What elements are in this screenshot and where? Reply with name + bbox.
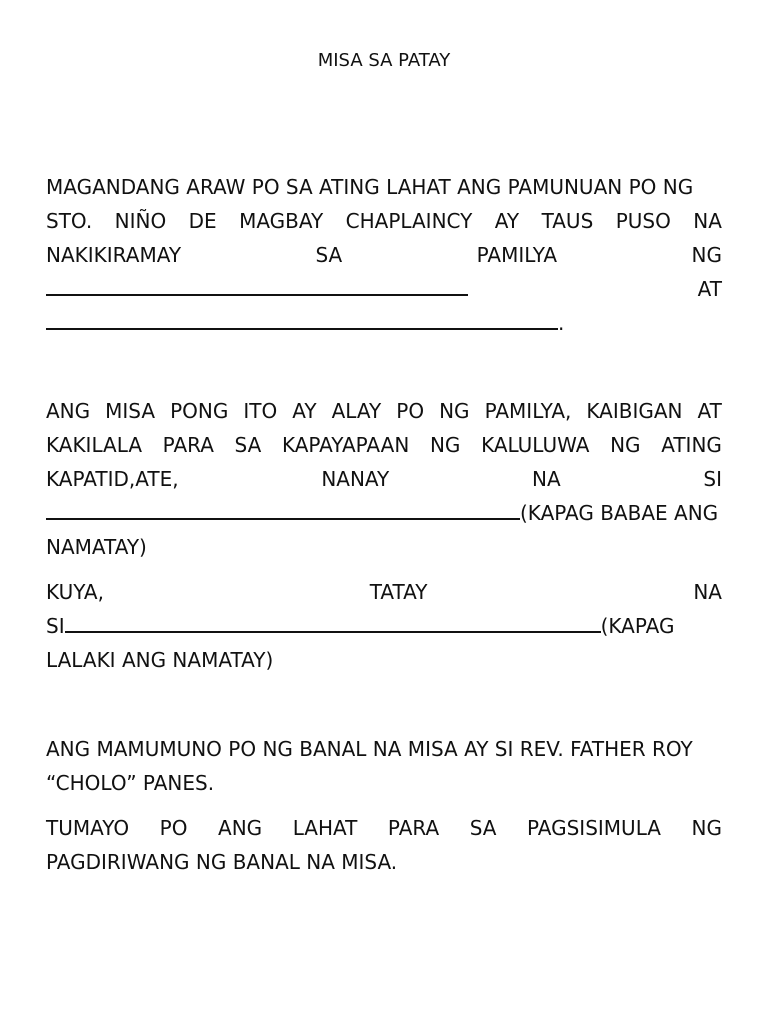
word: KAPATID,ATE,: [46, 467, 179, 491]
word: NAKIKIRAMAY: [46, 243, 182, 267]
text-line: [46, 530, 722, 564]
line-text: ANG MAMUMUNO PO NG BANAL NA MISA AY SI REV. FATHER ROY: [46, 737, 693, 761]
line-text: “CHOLO” PANES.: [46, 771, 215, 795]
period: .: [558, 311, 565, 335]
word: ANG: [46, 399, 91, 423]
word: ANG: [218, 816, 263, 840]
word: KUYA,: [46, 580, 104, 604]
word: MAGBAY: [239, 209, 324, 233]
text-line: [46, 204, 722, 238]
word: MISA: [105, 399, 156, 423]
word: DE: [188, 209, 217, 233]
word: SA: [315, 243, 343, 267]
word: STO.: [46, 209, 93, 233]
word: AT: [697, 277, 722, 301]
text-line: [46, 272, 722, 306]
text-line: [46, 732, 722, 766]
paragraph-condolence: [46, 170, 722, 340]
word: NG: [691, 243, 722, 267]
word: PO: [159, 816, 188, 840]
text-line: [46, 766, 722, 800]
text-line: [46, 170, 722, 204]
text-line: [46, 643, 722, 677]
word: CHAPLAINCY: [345, 209, 473, 233]
word: TUMAYO: [46, 816, 130, 840]
word: KALULUWA: [481, 433, 590, 457]
word: NG: [429, 433, 461, 457]
text-line: [46, 845, 722, 879]
line-text: LALAKI ANG NAMATAY): [46, 648, 274, 672]
word: ALAY: [331, 399, 382, 423]
word: PO: [396, 399, 425, 423]
word: NG: [439, 399, 470, 423]
paragraph-presider: [46, 732, 722, 800]
word: PUSO: [615, 209, 671, 233]
word: SI: [46, 614, 65, 638]
word: ITO: [243, 399, 278, 423]
word: PAMILYA,: [484, 399, 572, 423]
text-line: [46, 462, 722, 496]
word: PAGSISIMULA: [527, 816, 661, 840]
word: LAHAT: [292, 816, 358, 840]
word: SI: [703, 467, 722, 491]
document-title: MISA SA PATAY: [317, 50, 451, 71]
word: NA: [693, 580, 722, 604]
fill-in-blank-deceased-female[interactable]: [46, 496, 520, 520]
line-text: MAGANDANG ARAW PO SA ATING LAHAT ANG PAMUNUAN PO NG: [46, 175, 694, 199]
word: KAPAYAPAAN: [281, 433, 410, 457]
paragraph-mass-offering: [46, 394, 722, 564]
word: PONG: [170, 399, 229, 423]
text-line: [46, 496, 722, 530]
word: KAIBIGAN: [586, 399, 683, 423]
note-female: (KAPAG BABAE ANG: [520, 501, 719, 525]
word: SA: [234, 433, 262, 457]
paragraph-male-variant: [46, 575, 722, 677]
word: KAKILALA: [46, 433, 143, 457]
word: NA: [532, 467, 561, 491]
word: AY: [494, 209, 520, 233]
word: ATING: [661, 433, 722, 457]
word: AY: [292, 399, 317, 423]
word: NG: [691, 816, 722, 840]
line-text: NAMATAY): [46, 535, 147, 559]
text-line: [46, 238, 722, 272]
text-line: [46, 394, 722, 428]
paragraph-stand-instruction: [46, 811, 722, 879]
fill-in-blank-family-name[interactable]: [46, 272, 468, 296]
word: PARA: [387, 816, 440, 840]
word: TATAY: [369, 580, 428, 604]
word: SA: [469, 816, 497, 840]
word: TAUS: [541, 209, 594, 233]
text-line: [46, 609, 722, 643]
text-line: [46, 811, 722, 845]
fill-in-blank-family-name-2[interactable]: [46, 306, 558, 330]
fill-in-blank-deceased-male[interactable]: [65, 609, 601, 633]
note-male: (KAPAG: [600, 614, 675, 638]
word: PARA: [162, 433, 214, 457]
line-text: PAGDIRIWANG NG BANAL NA MISA.: [46, 850, 398, 874]
word: NA: [693, 209, 722, 233]
word: PAMILYA: [476, 243, 558, 267]
word: NG: [610, 433, 641, 457]
text-line: [46, 428, 722, 462]
text-line: [46, 575, 722, 609]
text-line: [46, 306, 722, 340]
word: NIÑO: [114, 209, 167, 233]
word: NANAY: [321, 467, 390, 491]
word: AT: [697, 399, 722, 423]
